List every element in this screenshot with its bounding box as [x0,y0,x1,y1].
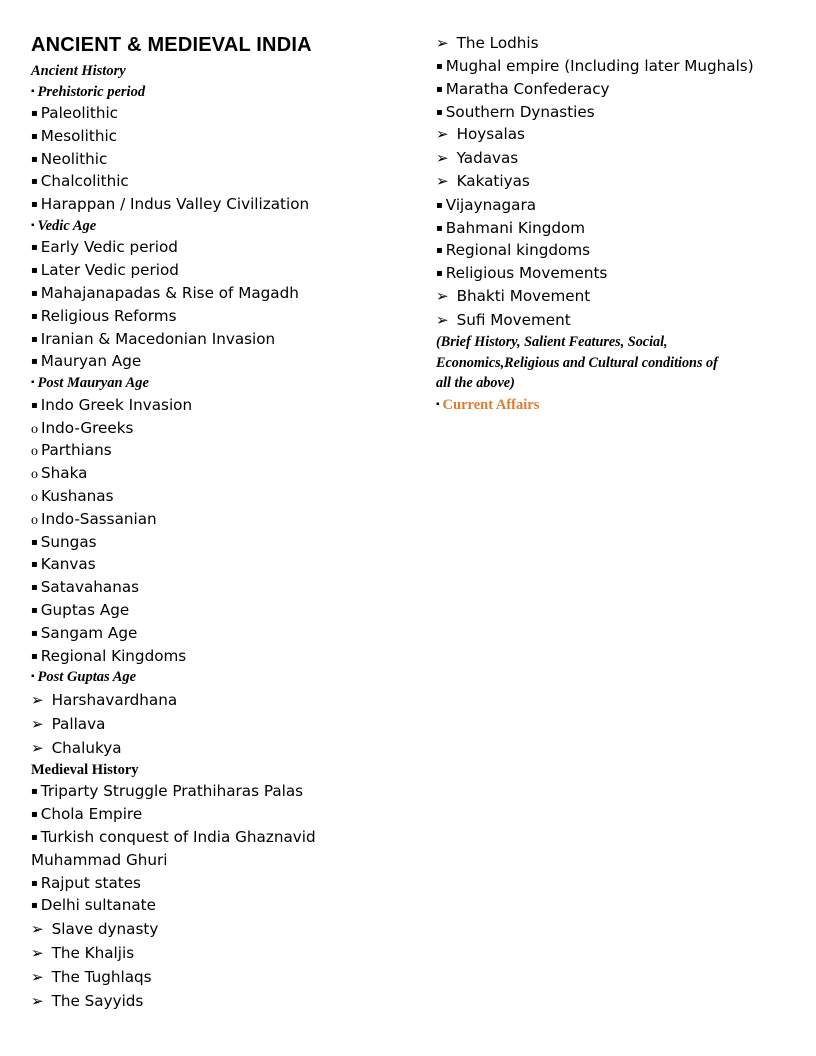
list-item-text: Muhammad Ghuri [31,850,168,869]
bullet-icon: ▪ [31,671,35,683]
list-item [31,216,411,237]
bullet-icon: ▪ [436,106,443,118]
list-item [31,712,411,736]
list-item [31,941,411,965]
bullet-icon: ▪ [31,242,38,254]
list-item-text: Harshavardhana [51,690,178,709]
bullet-icon: ▪ [31,176,38,188]
list-item-text: Delhi sultanate [40,896,156,915]
bullet-icon: ▪ [436,83,443,95]
list-item-text: Chalcolithic [40,172,129,191]
list-item-text: Parthians [41,441,112,460]
list-item [31,350,411,373]
circle-bullet-icon: o [31,512,38,528]
list-item-text: Mauryan Age [40,352,142,371]
bullet-icon: ▪ [31,130,38,142]
list-item-text: Economics,Religious and Cultural conditions of [436,354,718,371]
list-item [31,373,411,394]
list-item [31,576,411,599]
list-item-text: Early Vedic period [40,238,178,257]
list-item [436,332,796,353]
list-item [436,262,796,285]
arrow-bullet-icon: ➢ [436,34,449,52]
bullet-icon: ▪ [31,399,38,411]
list-item [436,309,796,333]
bullet-icon: ▪ [436,199,443,211]
list-item [436,170,796,194]
list-item-text: Shaka [41,464,88,483]
list-item-text: Maratha Confederacy [445,79,610,98]
bullet-icon: ▪ [31,356,38,368]
arrow-bullet-icon: ➢ [31,714,44,733]
bullet-icon: ▪ [31,153,38,165]
list-item [31,170,411,193]
list-item-text: Regional kingdoms [445,241,591,260]
list-item-text: Indo-Greeks [41,418,134,437]
list-item [31,531,411,554]
list-item [436,353,796,374]
list-item [31,826,411,849]
list-item-text: Iranian & Macedonian Invasion [40,329,276,348]
list-item [31,989,411,1013]
list-item-text: Satavahanas [40,578,140,597]
list-item-text: Medieval History [31,761,139,778]
list-item-text: Sufi Movement [456,310,571,329]
list-item [31,305,411,328]
list-item [31,688,411,712]
bullet-icon: ▪ [31,877,38,889]
list-item-text: Rajput states [40,873,141,892]
list-item-text: Southern Dynasties [445,102,595,121]
bullet-icon: ▪ [31,85,35,97]
list-item [31,803,411,826]
list-item [436,239,796,262]
list-item [31,894,411,917]
list-item-text: Guptas Age [40,600,130,619]
list-item [436,194,796,217]
list-item [31,849,411,872]
list-item [31,760,411,781]
list-item [436,101,796,124]
list-item [436,394,796,416]
bullet-icon: ▪ [31,809,38,821]
list-item-text: Prehistoric period [37,83,146,100]
list-item [31,622,411,645]
list-item [436,285,796,309]
list-item [31,394,411,417]
list-item-text: Mughal empire (Including later Mughals) [445,57,754,75]
list-item [31,259,411,282]
list-item-text: Yadavas [456,148,519,167]
arrow-bullet-icon: ➢ [436,310,449,329]
list-item-text: all the above) [436,375,515,392]
list-item-text: (Brief History, Salient Features, Social, [436,334,668,351]
list-item-text: The Khaljis [51,944,135,963]
list-item-text: Post Guptas Age [37,669,137,686]
list-item-text: Kakatiyas [456,172,530,191]
list-item [31,508,411,531]
list-item-text: Harappan / Indus Valley Civilization [40,195,310,214]
list-item [31,485,411,508]
list-item-text: Sangam Age [40,623,138,642]
bullet-icon: ▪ [436,245,443,257]
list-item-text: Slave dynasty [51,920,159,939]
right-column [436,31,796,416]
list-item [31,965,411,989]
list-item [31,282,411,305]
list-item [31,148,411,171]
list-item-text: Triparty Struggle Prathiharas Palas [40,782,304,801]
circle-bullet-icon: o [31,444,38,460]
list-item [31,553,411,576]
list-item-text: Later Vedic period [40,261,179,280]
list-item-text: The Sayyids [51,992,144,1011]
bullet-icon: ▪ [31,219,35,231]
list-item-text: Kushanas [41,486,114,505]
list-item-text: Kanvas [40,555,96,574]
list-item-text: Ancient History [31,63,126,79]
arrow-bullet-icon: ➢ [31,738,44,757]
bullet-icon: ▪ [31,650,38,662]
list-item [31,917,411,941]
list-item [31,872,411,895]
list-item-text: Pallava [51,714,106,733]
list-item [31,61,411,82]
list-item [31,736,411,760]
list-item-text: Vedic Age [37,217,97,234]
list-item [31,599,411,622]
bullet-icon: ▪ [31,786,38,798]
list-item-text: Indo-Sassanian [41,509,157,528]
list-item-text: Post Mauryan Age [37,375,149,392]
left-column [31,61,411,1013]
list-item [436,31,796,55]
list-item-text: Neolithic [40,149,108,168]
list-item [31,102,411,125]
circle-bullet-icon: o [31,489,38,505]
list-item-text: Hoysalas [456,125,525,144]
arrow-bullet-icon: ➢ [31,992,44,1011]
list-item [31,439,411,462]
bullet-icon: ▪ [436,61,443,72]
list-item-text: Current Affairs [442,396,540,413]
list-item-text: Mesolithic [40,126,118,145]
bullet-icon: ▪ [31,310,38,322]
bullet-icon: ▪ [436,398,440,410]
bullet-icon: ▪ [31,108,38,119]
list-item [31,328,411,351]
bullet-icon: ▪ [31,536,38,548]
arrow-bullet-icon: ➢ [436,125,449,144]
list-item [436,123,796,147]
bullet-icon: ▪ [31,627,38,639]
bullet-icon: ▪ [31,831,38,843]
list-item-text: Turkish conquest of India Ghaznavid [40,827,316,846]
list-item-text: Bhakti Movement [456,287,591,306]
list-item [31,125,411,148]
arrow-bullet-icon: ➢ [31,944,44,963]
list-item [31,462,411,485]
list-item-text: Bahmani Kingdom [445,218,586,237]
bullet-icon: ▪ [31,333,38,345]
arrow-bullet-icon: ➢ [31,920,44,939]
arrow-bullet-icon: ➢ [31,968,44,987]
arrow-bullet-icon: ➢ [436,148,449,167]
list-item [31,780,411,803]
list-item [31,667,411,688]
list-item-text: Sungas [40,532,97,551]
bullet-icon: ▪ [31,559,38,571]
arrow-bullet-icon: ➢ [436,287,449,306]
bullet-icon: ▪ [31,199,38,211]
list-item [31,193,411,216]
list-item-text: Chola Empire [40,805,143,824]
list-item [31,82,411,103]
list-item [436,78,796,101]
list-item-text: Chalukya [51,738,122,757]
list-item [31,236,411,259]
list-item [436,217,796,240]
circle-bullet-icon: o [31,421,38,437]
list-item-text: Indo Greek Invasion [40,395,193,414]
list-item-text: Paleolithic [40,104,119,122]
circle-bullet-icon: o [31,467,38,483]
list-item [436,55,796,78]
bullet-icon: ▪ [31,288,38,300]
list-item-text: Vijaynagara [445,195,537,214]
bullet-icon: ▪ [31,265,38,277]
list-item-text: Religious Movements [445,264,608,283]
list-item [31,645,411,668]
bullet-icon: ▪ [31,900,38,912]
bullet-icon: ▪ [31,582,38,594]
arrow-bullet-icon: ➢ [436,172,449,191]
list-item-text: The Tughlaqs [51,968,152,987]
bullet-icon: ▪ [436,268,443,280]
page-title: ANCIENT & MEDIEVAL INDIA [31,34,312,56]
bullet-icon: ▪ [31,377,35,389]
list-item [436,147,796,171]
list-item-text: Religious Reforms [40,306,177,325]
list-item [31,417,411,440]
arrow-bullet-icon: ➢ [31,690,44,709]
list-item-text: The Lodhis [456,34,539,52]
list-item-text: Mahajanapadas & Rise of Magadh [40,284,299,303]
bullet-icon: ▪ [31,604,38,616]
list-item-text: Regional Kingdoms [40,646,187,665]
bullet-icon: ▪ [436,222,443,234]
list-item [436,373,796,394]
